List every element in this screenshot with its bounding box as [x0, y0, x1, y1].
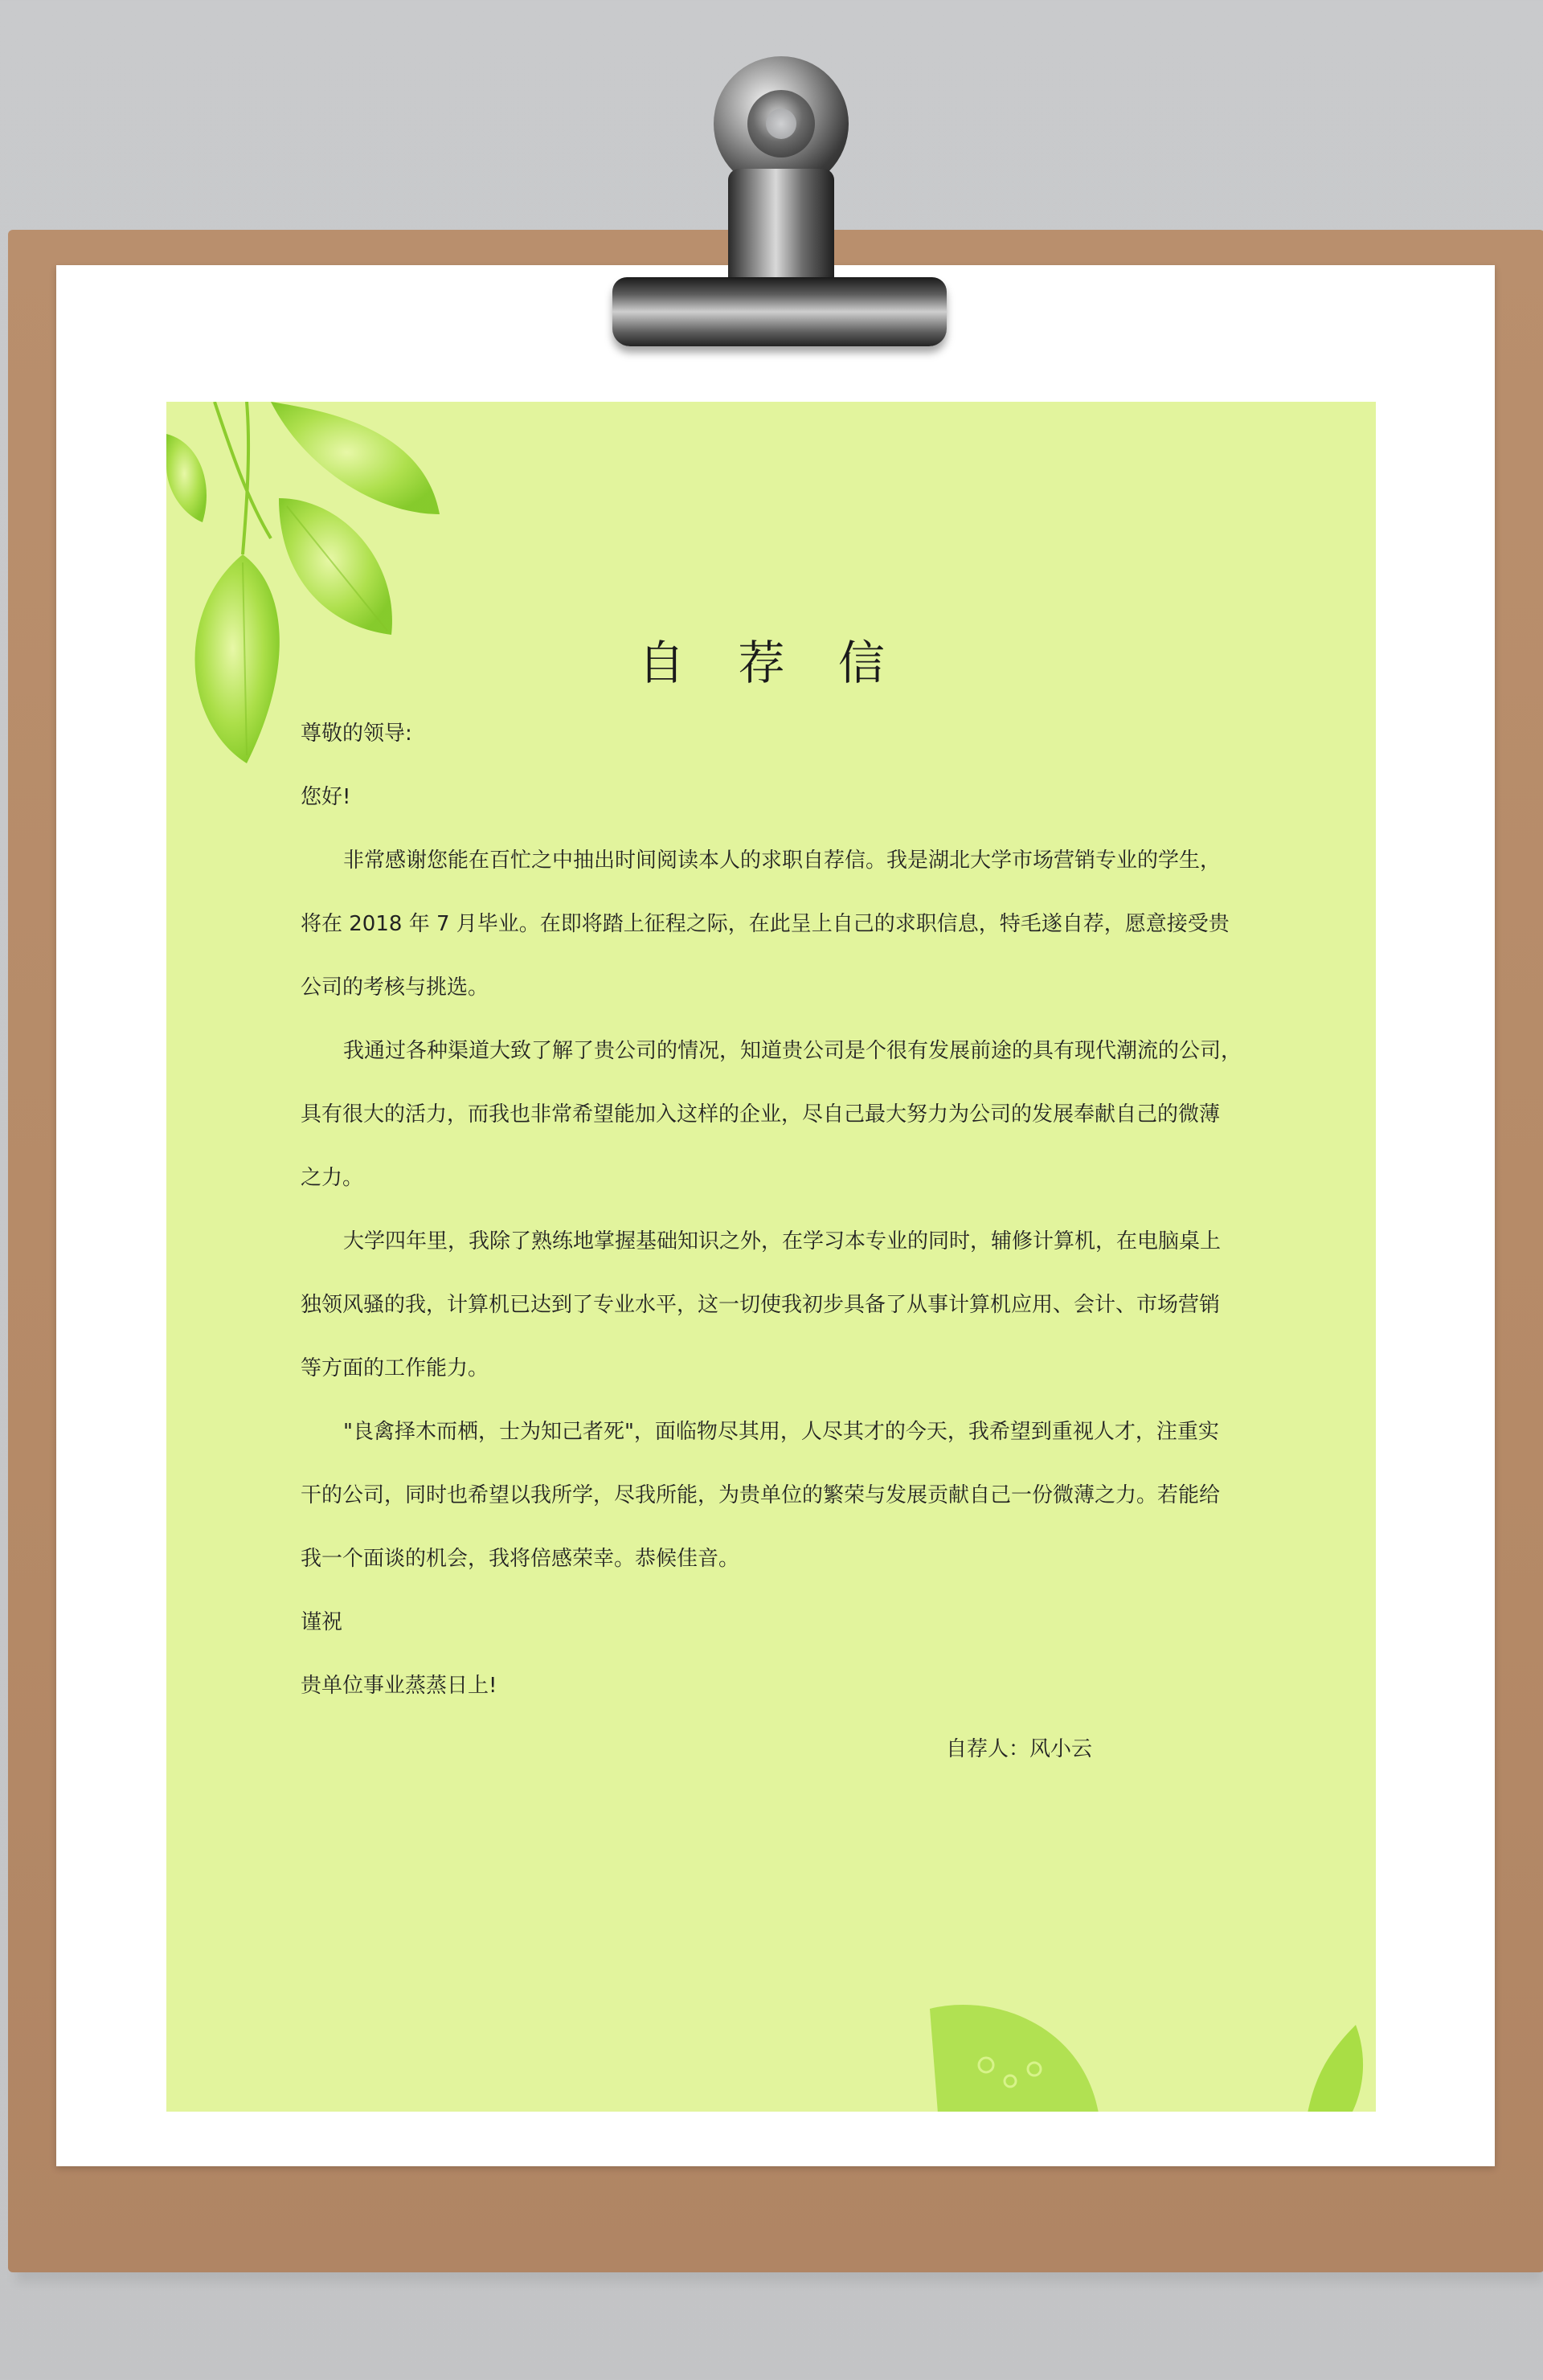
- binder-clip-icon: [611, 48, 948, 354]
- clip-ring-hole: [766, 108, 796, 139]
- letter-title: 自 荐 信: [638, 636, 904, 690]
- paragraph-2-line-1: 我通过各种渠道大致了解了贵公司的情况，知道贵公司是个很有发展前途的具有现代潮流的公司，: [343, 1039, 1242, 1063]
- paragraph-3-line-1: 大学四年里，我除了熟练地掌握基础知识之外，在学习本专业的同时，辅修计算机，在电脑桌上: [343, 1229, 1222, 1253]
- signature: 自荐人：风小云: [946, 1737, 1093, 1761]
- wish: 贵单位事业蒸蒸日上!: [301, 1674, 497, 1698]
- salutation: 尊敬的领导:: [301, 722, 412, 746]
- paragraph-4-line-1: "良禽择木而栖，士为知己者死"，面临物尽其用，人尽其才的今天，我希望到重视人才，注重实: [343, 1420, 1219, 1444]
- leaf-decoration-bottom-icon: [930, 1977, 1376, 2112]
- paragraph-4-line-2: 干的公司，同时也希望以我所学，尽我所能，为贵单位的繁荣与发展贡献自己一份微薄之力。若能给: [301, 1483, 1221, 1507]
- clip-base: [612, 277, 947, 346]
- paragraph-3-line-2: 独领风骚的我，计算机已达到了专业水平，这一切使我初步具备了从事计算机应用、会计、市场营销: [301, 1293, 1221, 1317]
- letter-paper: [166, 402, 1376, 2112]
- paragraph-3-line-3: 等方面的工作能力。: [301, 1356, 489, 1380]
- paragraph-1-line-2: 将在 2018 年 7 月毕业。在即将踏上征程之际，在此呈上自己的求职信息，特毛遂自荐，愿意接受贵: [301, 912, 1230, 936]
- greeting: 您好!: [301, 785, 351, 809]
- paragraph-4-line-3: 我一个面谈的机会，我将倍感荣幸。恭候佳音。: [301, 1547, 740, 1571]
- paragraph-1-line-1: 非常感谢您能在百忙之中抽出时间阅读本人的求职自荐信。我是湖北大学市场营销专业的学生，: [343, 849, 1222, 873]
- closing: 谨祝: [301, 1610, 343, 1634]
- paragraph-2-line-3: 之力。: [301, 1166, 364, 1190]
- paragraph-2-line-2: 具有很大的活力，而我也非常希望能加入这样的企业，尽自己最大努力为公司的发展奉献自己的微薄: [301, 1102, 1221, 1127]
- paragraph-1-line-3: 公司的考核与挑选。: [301, 975, 489, 1000]
